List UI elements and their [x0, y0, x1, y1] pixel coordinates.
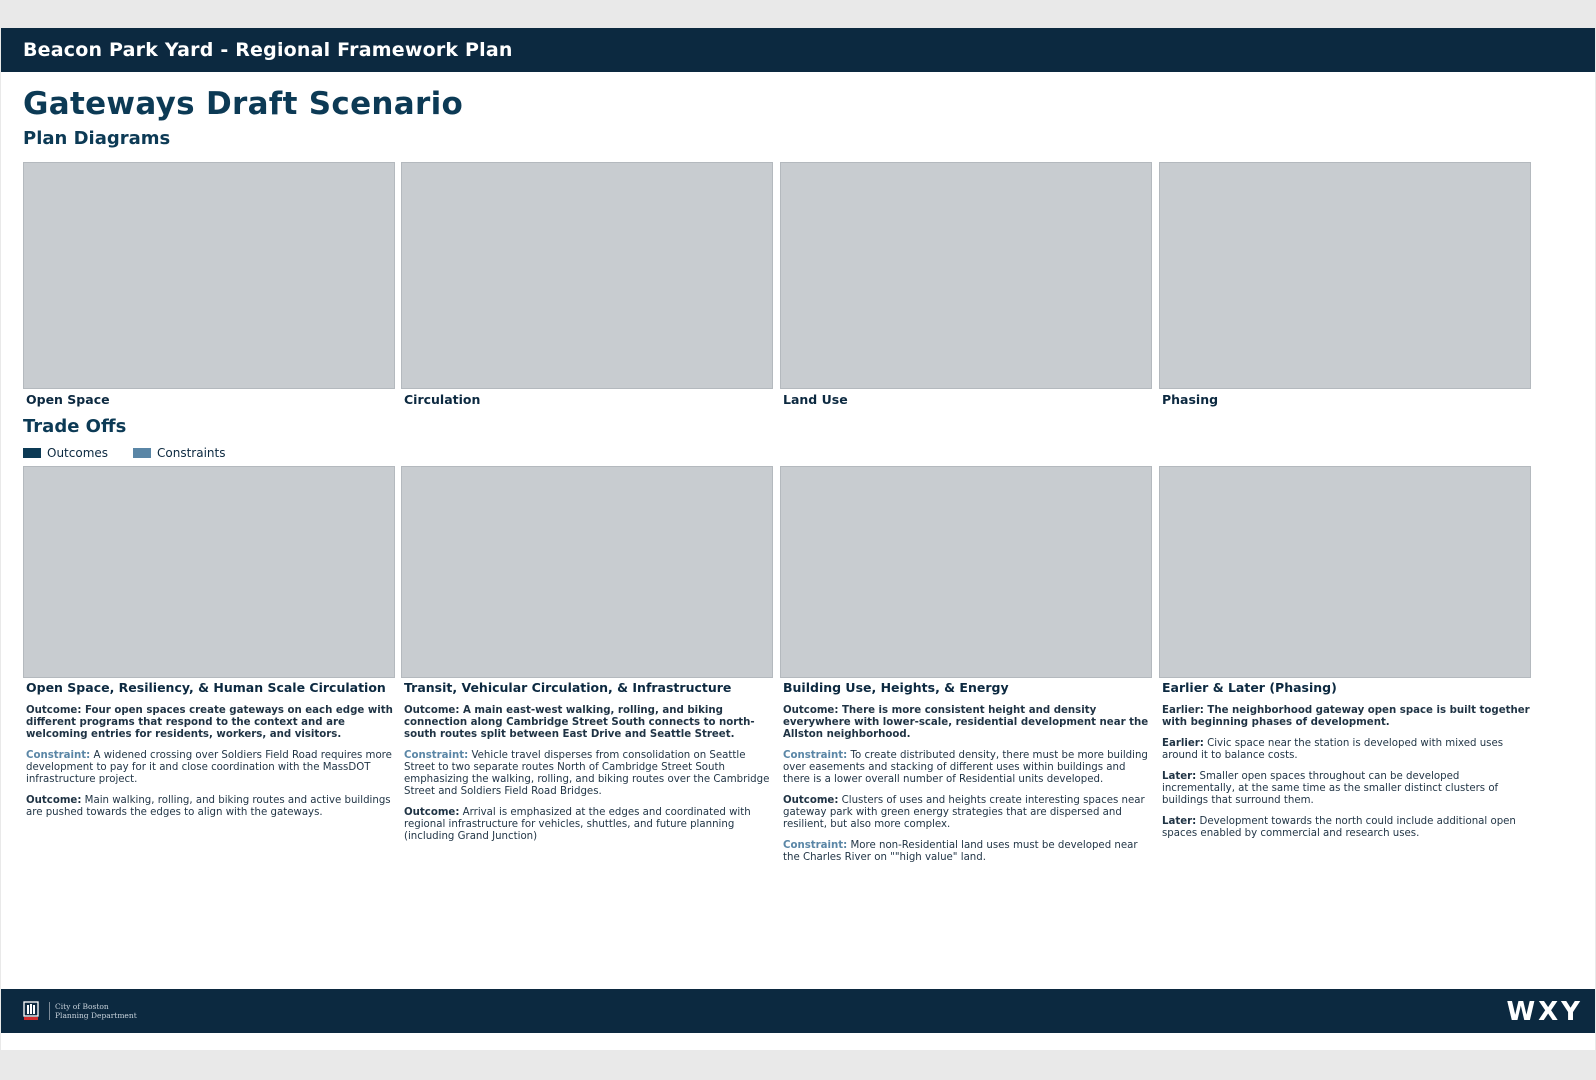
outcome-key: Outcome: — [404, 807, 460, 818]
section-trade-offs: Trade Offs — [23, 416, 127, 437]
header-title: Beacon Park Yard - Regional Framework Plan — [23, 39, 513, 61]
org-line-2: Planning Department — [55, 1011, 137, 1020]
wxy-logo: WXY — [1506, 997, 1583, 1027]
tradeoff-title: Earlier & Later (Phasing) — [1162, 680, 1337, 695]
outcome-text — [1162, 771, 1534, 807]
constraint-body: To create distributed density, there must be more building over easements and stacking of different uses within buildings and there is a lower overall number of Residential units developed. — [783, 750, 1148, 785]
city-of-boston-wordmark — [49, 1002, 137, 1020]
constraint-key: Constraint: — [26, 750, 91, 761]
org-line-1: City of Boston — [55, 1002, 109, 1011]
tradeoff-building-use-image — [780, 466, 1152, 678]
constraint-key: Constraint: — [783, 840, 848, 851]
legend-outcomes — [23, 446, 108, 460]
tradeoff-open-space-image — [23, 466, 395, 678]
city-of-boston-logo-icon — [23, 1001, 39, 1021]
plan-diagram-caption: Open Space — [26, 392, 110, 407]
constraint-body: A widened crossing over Soldiers Field Road requires more development to pay for it and close coordination with the MassDOT infrastructure project. — [26, 750, 392, 785]
tradeoff-column — [1162, 680, 1534, 849]
outcome-text — [1162, 738, 1534, 762]
plan-diagram-circulation-image — [401, 162, 773, 389]
outcome-key: Earlier: — [1162, 738, 1204, 749]
constraint-text — [783, 750, 1155, 786]
outcome-text: Outcome: Four open spaces create gateways on each edge with different programs that respond to the context and are welcoming entries for residents, workers, and visitors. — [26, 705, 393, 740]
section-plan-diagrams: Plan Diagrams — [23, 128, 171, 149]
tradeoff-column — [26, 680, 398, 828]
outcome-text: Outcome: There is more consistent height and density everywhere with lower-scale, residential development near the Allston neighborhood. — [783, 705, 1149, 740]
tradeoff-column — [783, 680, 1155, 873]
plan-diagram-caption: Phasing — [1162, 392, 1219, 407]
constraint-text — [404, 750, 776, 798]
constraints-swatch — [133, 448, 151, 458]
constraint-key: Constraint: — [404, 750, 469, 761]
plan-diagram-land-use-image — [780, 162, 1152, 389]
tradeoff-transit-image — [401, 466, 773, 678]
tradeoff-title: Open Space, Resiliency, & Human Scale Circulation — [26, 680, 386, 695]
outcome-text — [1162, 816, 1534, 840]
outcome-body: Smaller open spaces throughout can be developed incrementally, at the same time as the smaller distinct clusters of buildings that surround them. — [1162, 771, 1499, 806]
plan-diagram-open-space-image — [23, 162, 395, 389]
outcome-text — [404, 807, 776, 843]
footer-bar — [1, 989, 1595, 1033]
tradeoff-title: Transit, Vehicular Circulation, & Infrastructure — [404, 680, 732, 695]
outcomes-swatch — [23, 448, 41, 458]
outcome-key: Later: — [1162, 771, 1197, 782]
legend-constraints-label: Constraints — [157, 446, 226, 460]
legend-outcomes-label: Outcomes — [47, 446, 109, 460]
outcome-key: Later: — [1162, 816, 1197, 827]
tradeoff-column — [404, 680, 776, 852]
outcome-body: Arrival is emphasized at the edges and coordinated with regional infrastructure for vehicles, shuttles, and future planning (including Grand Junction) — [404, 807, 751, 842]
outcome-text: Earlier: The neighborhood gateway open space is built together with beginning phases of development. — [1162, 705, 1530, 728]
constraint-text — [783, 840, 1155, 864]
outcome-body: Development towards the north could include additional open spaces enabled by commercial and research uses. — [1162, 816, 1516, 839]
constraint-text — [26, 750, 398, 786]
outcome-text — [26, 795, 398, 819]
board — [1, 28, 1595, 1050]
outcome-key: Outcome: — [783, 795, 839, 806]
tradeoff-title: Building Use, Heights, & Energy — [783, 680, 1009, 695]
constraint-key: Constraint: — [783, 750, 848, 761]
outcome-body: Main walking, rolling, and biking routes and active buildings are pushed towards the edges to align with the gateways. — [26, 795, 391, 818]
outcome-body: Civic space near the station is developed with mixed uses around it to balance costs. — [1162, 738, 1504, 761]
outcome-body: Clusters of uses and heights create interesting spaces near gateway park with green energy strategies that are dispersed and resilient, but also more complex. — [783, 795, 1145, 830]
plan-diagram-caption: Land Use — [783, 392, 848, 407]
plan-diagram-caption: Circulation — [404, 392, 481, 407]
page-title: Gateways Draft Scenario — [23, 86, 464, 122]
outcome-text — [783, 795, 1155, 831]
outcome-key: Outcome: — [26, 795, 82, 806]
plan-diagram-phasing-image — [1159, 162, 1531, 389]
legend-constraints — [133, 446, 225, 460]
constraint-body: Vehicle travel disperses from consolidation on Seattle Street to two separate routes North of Cambridge Street South emphasizing the walking, rolling, and biking routes over the Cambridge Street and Soldiers Field Road Bridges. — [404, 750, 770, 797]
tradeoff-phasing-image — [1159, 466, 1531, 678]
outcome-text: Outcome: A main east-west walking, rolling, and biking connection along Cambridge Street South connects to north-south routes split between East Drive and Seattle Street. — [404, 705, 755, 740]
constraint-body: More non-Residential land uses must be developed near the Charles River on ""high value" land. — [783, 840, 1138, 863]
header-bar — [1, 28, 1595, 72]
